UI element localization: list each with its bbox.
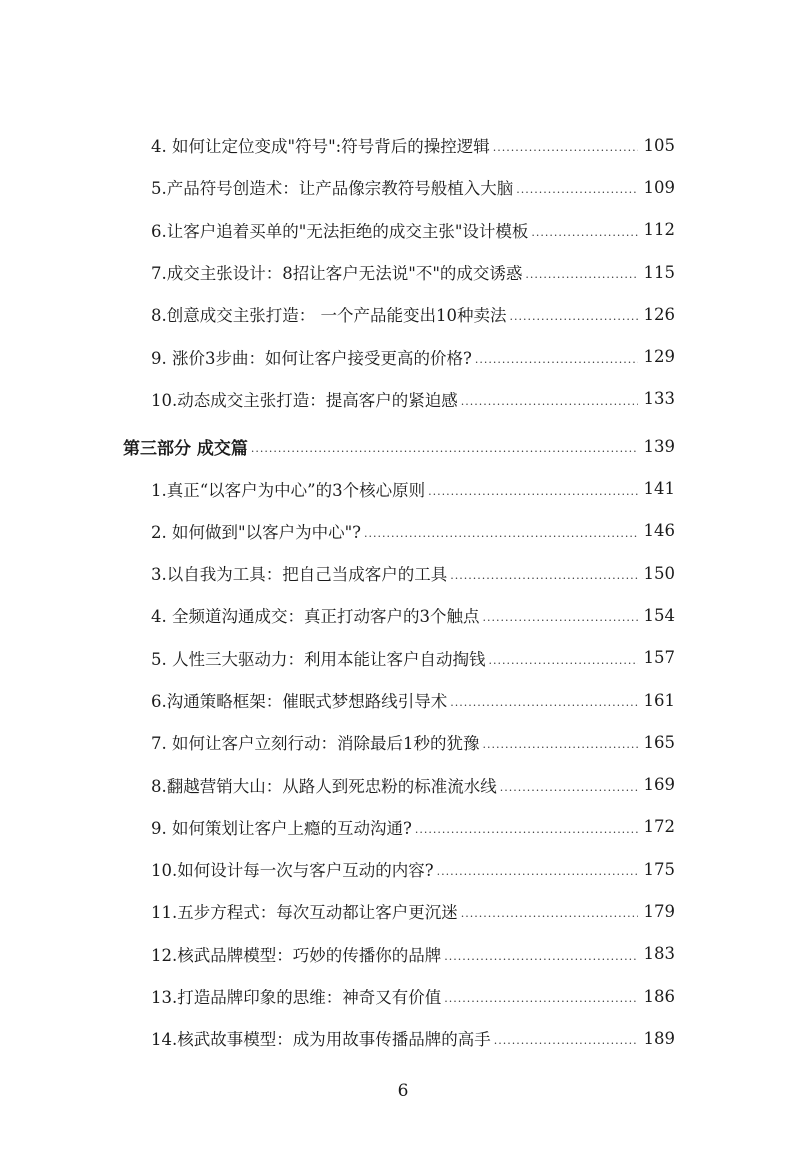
dot-leader	[461, 395, 638, 409]
toc-entry-title: 3.以自我为工具：把自己当成客户的工具	[151, 565, 448, 585]
toc-entry-page: 179	[643, 901, 675, 921]
dot-leader	[509, 310, 637, 324]
toc-entry-title: 12.核武品牌模型：巧妙的传播你的品牌	[151, 945, 442, 965]
toc-entry-page: 175	[643, 859, 675, 879]
toc-entry-page: 109	[643, 177, 675, 197]
toc-entry-page: 146	[643, 521, 675, 541]
dot-leader	[525, 268, 637, 282]
toc-entry[interactable]	[0, 510, 675, 552]
dot-leader	[500, 781, 638, 795]
toc-entry[interactable]	[0, 209, 675, 251]
toc-entry[interactable]	[0, 335, 675, 377]
dot-leader	[494, 1034, 638, 1048]
dot-leader	[475, 353, 638, 367]
dot-leader	[444, 992, 637, 1006]
toc-entry-title: 5. 人性三大驱动力：利用本能让客户自动掏钱	[151, 649, 486, 669]
toc-entry-page: 150	[643, 563, 675, 583]
toc-entry-title: 9. 如何策划让客户上瘾的互动沟通?	[151, 818, 412, 838]
table-of-contents	[0, 124, 806, 1060]
toc-entry-page: 186	[643, 986, 675, 1006]
toc-entry-title: 7. 如何让客户立刻行动：消除最后1秒的犹豫	[151, 734, 480, 754]
toc-entry-title: 11.五步方程式：每次互动都让客户更沉迷	[151, 903, 458, 923]
toc-entry-page: 161	[643, 690, 675, 710]
toc-entry-title: 10.动态成交主张打造：提高客户的紧迫感	[151, 390, 458, 410]
toc-entry-title: 6.沟通策略框架：催眠式梦想路线引导术	[151, 692, 448, 711]
dot-leader	[251, 442, 638, 456]
dot-leader	[483, 738, 638, 752]
dot-leader	[437, 865, 638, 879]
dot-leader	[516, 183, 637, 197]
toc-entry-page: 105	[643, 135, 675, 155]
toc-entry-page: 133	[643, 389, 675, 409]
toc-entry[interactable]	[0, 637, 675, 679]
toc-entry-title: 13.打造品牌印象的思维：神奇又有价值	[151, 988, 442, 1008]
toc-entry[interactable]	[0, 763, 675, 805]
toc-entry[interactable]	[0, 293, 675, 335]
dot-leader	[428, 485, 637, 499]
toc-entry-page: 126	[643, 304, 675, 324]
toc-entry[interactable]	[0, 166, 675, 208]
toc-section-heading[interactable]	[0, 425, 675, 467]
toc-entry-title: 14.核武故事模型：成为用故事传播品牌的高手	[151, 1030, 491, 1050]
toc-entry[interactable]	[0, 806, 675, 848]
toc-entry-page: 154	[643, 605, 675, 625]
dot-leader	[483, 611, 638, 625]
toc-entry-title: 6.让客户追着买单的"无法拒绝的成交主张"设计模板	[151, 221, 529, 241]
toc-entry-page: 189	[643, 1028, 675, 1048]
toc-entry-page: 141	[643, 479, 675, 499]
toc-entry-title: 7.成交主张设计：8招让客户无法说"不"的成交诱惑	[151, 264, 523, 284]
toc-entry-page: 172	[643, 817, 675, 837]
toc-entry-title: 8.翻越营销大山：从路人到死忠粉的标准流水线	[151, 776, 497, 796]
toc-entry[interactable]	[0, 594, 675, 636]
toc-entry[interactable]	[0, 467, 675, 509]
dot-leader	[444, 950, 637, 964]
toc-entry-title: 1.真正“以客户为中心”的3个核心原则	[151, 480, 426, 500]
toc-entry-title: 8.创意成交主张打造： 一个产品能变出10种卖法	[151, 306, 507, 326]
toc-entry[interactable]	[0, 124, 675, 166]
toc-entry[interactable]	[0, 890, 675, 932]
dot-leader	[450, 696, 637, 710]
toc-entry-page: 165	[643, 732, 675, 752]
toc-entry[interactable]	[0, 975, 675, 1017]
toc-entry-page: 157	[643, 648, 675, 668]
toc-entry-title: 9. 涨价3步曲：如何让客户接受更高的价格?	[151, 348, 472, 368]
toc-entry-page: 183	[643, 944, 675, 964]
toc-entry[interactable]	[0, 721, 675, 763]
toc-entry[interactable]	[0, 251, 675, 293]
dot-leader	[489, 654, 638, 668]
toc-entry-title: 4. 全频道沟通成交：真正打动客户的3个触点	[151, 607, 480, 627]
toc-entry-page: 115	[643, 262, 675, 282]
toc-entry-title: 4. 如何让定位变成"符号":符号背后的操控逻辑	[151, 137, 490, 157]
dot-leader	[493, 141, 638, 155]
toc-entry-title: 5.产品符号创造术：让产品像宗教符号般植入大脑	[151, 179, 514, 199]
dot-leader	[461, 907, 638, 921]
toc-entry-page: 169	[643, 775, 675, 795]
dot-leader	[450, 569, 637, 583]
toc-entry-page: 129	[643, 347, 675, 367]
dot-leader	[364, 527, 637, 541]
page-number: 6	[397, 1081, 409, 1101]
section-title: 第三部分 成交篇	[123, 438, 248, 459]
toc-entry-title: 10.如何设计每一次与客户互动的内容?	[151, 861, 434, 881]
toc-entry[interactable]	[0, 552, 675, 594]
toc-entry[interactable]	[0, 679, 675, 721]
toc-entry[interactable]	[0, 933, 675, 975]
toc-entry-page: 112	[643, 220, 675, 240]
dot-leader	[415, 823, 638, 837]
dot-leader	[531, 226, 637, 240]
toc-entry[interactable]	[0, 1017, 675, 1059]
toc-entry[interactable]	[0, 848, 675, 890]
section-page: 139	[643, 436, 675, 456]
toc-entry[interactable]	[0, 378, 675, 420]
toc-entry-title: 2. 如何做到"以客户为中心"?	[151, 522, 362, 542]
